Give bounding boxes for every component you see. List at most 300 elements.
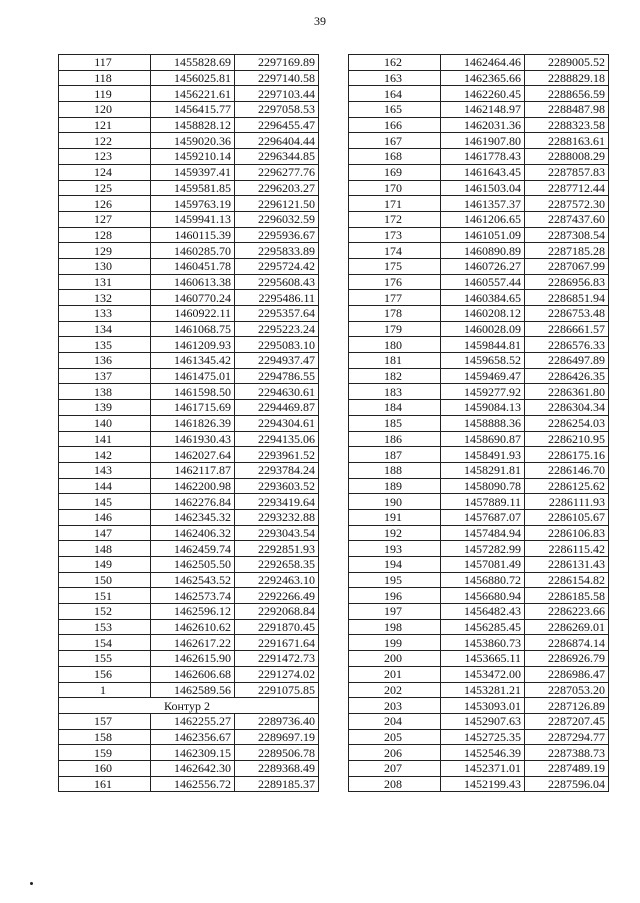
x-coordinate-cell: 1461068.75 xyxy=(151,321,235,337)
x-coordinate-cell: 1461051.09 xyxy=(441,227,525,243)
y-coordinate-cell: 2287857.83 xyxy=(525,164,609,180)
table-row xyxy=(59,572,319,588)
point-number-cell: 157 xyxy=(59,713,151,729)
point-number-cell: 142 xyxy=(59,447,151,463)
point-number-cell: 197 xyxy=(349,604,441,620)
table-row xyxy=(349,682,609,698)
point-number-cell: 184 xyxy=(349,400,441,416)
table-row xyxy=(349,478,609,494)
point-number-cell: 147 xyxy=(59,525,151,541)
table-row xyxy=(349,729,609,745)
y-coordinate-cell: 2286125.62 xyxy=(525,478,609,494)
y-coordinate-cell: 2293043.54 xyxy=(235,525,319,541)
x-coordinate-cell: 1460285.70 xyxy=(151,243,235,259)
point-number-cell: 119 xyxy=(59,86,151,102)
point-number-cell: 205 xyxy=(349,729,441,745)
y-coordinate-cell: 2289736.40 xyxy=(235,713,319,729)
y-coordinate-cell: 2286304.34 xyxy=(525,400,609,416)
table-row xyxy=(59,776,319,792)
x-coordinate-cell: 1462617.22 xyxy=(151,635,235,651)
point-number-cell: 136 xyxy=(59,353,151,369)
x-coordinate-cell: 1453665.11 xyxy=(441,651,525,667)
x-coordinate-cell: 1462117.87 xyxy=(151,462,235,478)
y-coordinate-cell: 2297058.53 xyxy=(235,102,319,118)
x-coordinate-cell: 1457081.49 xyxy=(441,557,525,573)
y-coordinate-cell: 2293784.24 xyxy=(235,462,319,478)
x-coordinate-cell: 1462276.84 xyxy=(151,494,235,510)
x-coordinate-cell: 1458690.87 xyxy=(441,431,525,447)
x-coordinate-cell: 1452371.01 xyxy=(441,760,525,776)
table-row xyxy=(59,70,319,86)
point-number-cell: 175 xyxy=(349,258,441,274)
point-number-cell: 163 xyxy=(349,70,441,86)
table-row xyxy=(59,384,319,400)
x-coordinate-cell: 1459210.14 xyxy=(151,149,235,165)
y-coordinate-cell: 2286753.48 xyxy=(525,306,609,322)
point-number-cell: 204 xyxy=(349,713,441,729)
table-row xyxy=(349,400,609,416)
point-number-cell: 183 xyxy=(349,384,441,400)
x-coordinate-cell: 1460028.09 xyxy=(441,321,525,337)
x-coordinate-cell: 1461907.80 xyxy=(441,133,525,149)
x-coordinate-cell: 1456221.61 xyxy=(151,86,235,102)
point-number-cell: 139 xyxy=(59,400,151,416)
y-coordinate-cell: 2287596.04 xyxy=(525,776,609,792)
table-row xyxy=(349,447,609,463)
section-heading-cell: Контур 2 xyxy=(59,698,319,714)
table-row xyxy=(59,698,319,714)
table-row xyxy=(349,619,609,635)
point-number-cell: 123 xyxy=(59,149,151,165)
point-number-cell: 145 xyxy=(59,494,151,510)
y-coordinate-cell: 2295486.11 xyxy=(235,290,319,306)
x-coordinate-cell: 1462309.15 xyxy=(151,745,235,761)
y-coordinate-cell: 2287308.54 xyxy=(525,227,609,243)
point-number-cell: 153 xyxy=(59,619,151,635)
table-row xyxy=(59,337,319,353)
x-coordinate-cell: 1458291.81 xyxy=(441,462,525,478)
point-number-cell: 173 xyxy=(349,227,441,243)
table-row xyxy=(349,698,609,714)
y-coordinate-cell: 2287437.60 xyxy=(525,211,609,227)
y-coordinate-cell: 2292851.93 xyxy=(235,541,319,557)
y-coordinate-cell: 2295223.24 xyxy=(235,321,319,337)
table-row xyxy=(349,713,609,729)
table-row xyxy=(59,180,319,196)
x-coordinate-cell: 1462464.46 xyxy=(441,55,525,71)
table-row xyxy=(59,745,319,761)
point-number-cell: 124 xyxy=(59,164,151,180)
table-row xyxy=(349,117,609,133)
x-coordinate-cell: 1461206.65 xyxy=(441,211,525,227)
page-number: 39 xyxy=(314,14,326,28)
point-number-cell: 143 xyxy=(59,462,151,478)
x-coordinate-cell: 1456025.81 xyxy=(151,70,235,86)
x-coordinate-cell: 1461715.69 xyxy=(151,400,235,416)
point-number-cell: 158 xyxy=(59,729,151,745)
table-row xyxy=(59,462,319,478)
x-coordinate-cell: 1460726.27 xyxy=(441,258,525,274)
x-coordinate-cell: 1457687.07 xyxy=(441,509,525,525)
table-row xyxy=(349,196,609,212)
table-row xyxy=(59,274,319,290)
y-coordinate-cell: 2286210.95 xyxy=(525,431,609,447)
point-number-cell: 165 xyxy=(349,102,441,118)
table-row xyxy=(59,211,319,227)
y-coordinate-cell: 2286111.93 xyxy=(525,494,609,510)
y-coordinate-cell: 2286115.42 xyxy=(525,541,609,557)
table-row xyxy=(349,258,609,274)
x-coordinate-cell: 1462642.30 xyxy=(151,760,235,776)
x-coordinate-cell: 1461826.39 xyxy=(151,415,235,431)
table-row xyxy=(59,258,319,274)
y-coordinate-cell: 2286106.83 xyxy=(525,525,609,541)
x-coordinate-cell: 1462610.62 xyxy=(151,619,235,635)
y-coordinate-cell: 2286223.66 xyxy=(525,604,609,620)
point-number-cell: 190 xyxy=(349,494,441,510)
table-row xyxy=(349,86,609,102)
table-row xyxy=(59,368,319,384)
x-coordinate-cell: 1460890.89 xyxy=(441,243,525,259)
table-row xyxy=(349,384,609,400)
y-coordinate-cell: 2286269.01 xyxy=(525,619,609,635)
table-row xyxy=(59,651,319,667)
y-coordinate-cell: 2291472.73 xyxy=(235,651,319,667)
x-coordinate-cell: 1462543.52 xyxy=(151,572,235,588)
table-row xyxy=(59,86,319,102)
point-number-cell: 160 xyxy=(59,760,151,776)
x-coordinate-cell: 1459277.92 xyxy=(441,384,525,400)
point-number-cell: 207 xyxy=(349,760,441,776)
table-row xyxy=(349,353,609,369)
y-coordinate-cell: 2293603.52 xyxy=(235,478,319,494)
y-coordinate-cell: 2286497.89 xyxy=(525,353,609,369)
point-number-cell: 149 xyxy=(59,557,151,573)
y-coordinate-cell: 2286175.16 xyxy=(525,447,609,463)
y-coordinate-cell: 2287572.30 xyxy=(525,196,609,212)
table-row xyxy=(349,604,609,620)
table-row xyxy=(349,337,609,353)
y-coordinate-cell: 2286146.70 xyxy=(525,462,609,478)
point-number-cell: 121 xyxy=(59,117,151,133)
x-coordinate-cell: 1457484.94 xyxy=(441,525,525,541)
point-number-cell: 140 xyxy=(59,415,151,431)
point-number-cell: 1 xyxy=(59,682,151,698)
y-coordinate-cell: 2294630.61 xyxy=(235,384,319,400)
x-coordinate-cell: 1452725.35 xyxy=(441,729,525,745)
point-number-cell: 193 xyxy=(349,541,441,557)
x-coordinate-cell: 1456880.72 xyxy=(441,572,525,588)
x-coordinate-cell: 1457282.99 xyxy=(441,541,525,557)
y-coordinate-cell: 2294135.06 xyxy=(235,431,319,447)
y-coordinate-cell: 2287712.44 xyxy=(525,180,609,196)
y-coordinate-cell: 2297169.89 xyxy=(235,55,319,71)
table-row xyxy=(349,290,609,306)
x-coordinate-cell: 1462556.72 xyxy=(151,776,235,792)
table-row xyxy=(59,666,319,682)
x-coordinate-cell: 1461503.04 xyxy=(441,180,525,196)
point-number-cell: 128 xyxy=(59,227,151,243)
y-coordinate-cell: 2286426.35 xyxy=(525,368,609,384)
y-coordinate-cell: 2286851.94 xyxy=(525,290,609,306)
table-row xyxy=(59,447,319,463)
point-number-cell: 201 xyxy=(349,666,441,682)
x-coordinate-cell: 1462200.98 xyxy=(151,478,235,494)
y-coordinate-cell: 2296121.50 xyxy=(235,196,319,212)
point-number-cell: 188 xyxy=(349,462,441,478)
point-number-cell: 127 xyxy=(59,211,151,227)
table-row xyxy=(59,164,319,180)
y-coordinate-cell: 2286576.33 xyxy=(525,337,609,353)
point-number-cell: 180 xyxy=(349,337,441,353)
point-number-cell: 181 xyxy=(349,353,441,369)
x-coordinate-cell: 1462356.67 xyxy=(151,729,235,745)
point-number-cell: 171 xyxy=(349,196,441,212)
x-coordinate-cell: 1462596.12 xyxy=(151,604,235,620)
x-coordinate-cell: 1458491.93 xyxy=(441,447,525,463)
point-number-cell: 164 xyxy=(349,86,441,102)
table-row xyxy=(349,211,609,227)
x-coordinate-cell: 1456482.43 xyxy=(441,604,525,620)
y-coordinate-cell: 2288656.59 xyxy=(525,86,609,102)
point-number-cell: 203 xyxy=(349,698,441,714)
x-coordinate-cell: 1460115.39 xyxy=(151,227,235,243)
x-coordinate-cell: 1456415.77 xyxy=(151,102,235,118)
x-coordinate-cell: 1460613.38 xyxy=(151,274,235,290)
table-row xyxy=(59,760,319,776)
table-row xyxy=(59,431,319,447)
y-coordinate-cell: 2287185.28 xyxy=(525,243,609,259)
x-coordinate-cell: 1452907.63 xyxy=(441,713,525,729)
table-row xyxy=(59,588,319,604)
point-number-cell: 174 xyxy=(349,243,441,259)
point-number-cell: 126 xyxy=(59,196,151,212)
point-number-cell: 208 xyxy=(349,776,441,792)
x-coordinate-cell: 1459581.85 xyxy=(151,180,235,196)
table-row xyxy=(349,509,609,525)
y-coordinate-cell: 2287126.89 xyxy=(525,698,609,714)
y-coordinate-cell: 2296203.27 xyxy=(235,180,319,196)
x-coordinate-cell: 1462505.50 xyxy=(151,557,235,573)
point-number-cell: 176 xyxy=(349,274,441,290)
y-coordinate-cell: 2291274.02 xyxy=(235,666,319,682)
point-number-cell: 194 xyxy=(349,557,441,573)
table-row xyxy=(349,760,609,776)
y-coordinate-cell: 2289005.52 xyxy=(525,55,609,71)
y-coordinate-cell: 2294469.87 xyxy=(235,400,319,416)
point-number-cell: 131 xyxy=(59,274,151,290)
y-coordinate-cell: 2295724.42 xyxy=(235,258,319,274)
x-coordinate-cell: 1456680.94 xyxy=(441,588,525,604)
x-coordinate-cell: 1461475.01 xyxy=(151,368,235,384)
y-coordinate-cell: 2286986.47 xyxy=(525,666,609,682)
x-coordinate-cell: 1460922.11 xyxy=(151,306,235,322)
table-row xyxy=(59,149,319,165)
y-coordinate-cell: 2294786.55 xyxy=(235,368,319,384)
y-coordinate-cell: 2294937.47 xyxy=(235,353,319,369)
x-coordinate-cell: 1460208.12 xyxy=(441,306,525,322)
point-number-cell: 168 xyxy=(349,149,441,165)
point-number-cell: 152 xyxy=(59,604,151,620)
table-row xyxy=(59,306,319,322)
x-coordinate-cell: 1457889.11 xyxy=(441,494,525,510)
table-row xyxy=(59,525,319,541)
point-number-cell: 179 xyxy=(349,321,441,337)
table-row xyxy=(59,619,319,635)
point-number-cell: 178 xyxy=(349,306,441,322)
table-row xyxy=(59,290,319,306)
point-number-cell: 155 xyxy=(59,651,151,667)
table-row xyxy=(59,227,319,243)
y-coordinate-cell: 2295608.43 xyxy=(235,274,319,290)
point-number-cell: 198 xyxy=(349,619,441,635)
point-number-cell: 192 xyxy=(349,525,441,541)
y-coordinate-cell: 2291075.85 xyxy=(235,682,319,698)
table-row xyxy=(59,243,319,259)
y-coordinate-cell: 2289185.37 xyxy=(235,776,319,792)
y-coordinate-cell: 2288008.29 xyxy=(525,149,609,165)
table-row xyxy=(59,478,319,494)
x-coordinate-cell: 1459658.52 xyxy=(441,353,525,369)
table-row xyxy=(349,133,609,149)
y-coordinate-cell: 2287053.20 xyxy=(525,682,609,698)
table-row xyxy=(59,494,319,510)
y-coordinate-cell: 2292266.49 xyxy=(235,588,319,604)
y-coordinate-cell: 2286661.57 xyxy=(525,321,609,337)
x-coordinate-cell: 1460770.24 xyxy=(151,290,235,306)
x-coordinate-cell: 1461778.43 xyxy=(441,149,525,165)
y-coordinate-cell: 2296277.76 xyxy=(235,164,319,180)
y-coordinate-cell: 2286874.14 xyxy=(525,635,609,651)
table-row xyxy=(59,729,319,745)
x-coordinate-cell: 1458888.36 xyxy=(441,415,525,431)
point-number-cell: 172 xyxy=(349,211,441,227)
x-coordinate-cell: 1462459.74 xyxy=(151,541,235,557)
point-number-cell: 141 xyxy=(59,431,151,447)
table-row xyxy=(349,745,609,761)
x-coordinate-cell: 1462406.32 xyxy=(151,525,235,541)
x-coordinate-cell: 1462606.68 xyxy=(151,666,235,682)
table-row xyxy=(349,55,609,71)
table-row xyxy=(349,180,609,196)
table-row xyxy=(349,306,609,322)
table-row xyxy=(59,117,319,133)
y-coordinate-cell: 2293419.64 xyxy=(235,494,319,510)
x-coordinate-cell: 1453093.01 xyxy=(441,698,525,714)
x-coordinate-cell: 1458090.78 xyxy=(441,478,525,494)
y-coordinate-cell: 2295083.10 xyxy=(235,337,319,353)
table-row xyxy=(349,368,609,384)
y-coordinate-cell: 2286185.58 xyxy=(525,588,609,604)
point-number-cell: 146 xyxy=(59,509,151,525)
point-number-cell: 167 xyxy=(349,133,441,149)
point-number-cell: 166 xyxy=(349,117,441,133)
y-coordinate-cell: 2295357.64 xyxy=(235,306,319,322)
y-coordinate-cell: 2286956.83 xyxy=(525,274,609,290)
point-number-cell: 117 xyxy=(59,55,151,71)
table-row xyxy=(59,353,319,369)
x-coordinate-cell: 1462031.36 xyxy=(441,117,525,133)
x-coordinate-cell: 1452546.39 xyxy=(441,745,525,761)
x-coordinate-cell: 1459469.47 xyxy=(441,368,525,384)
table-row xyxy=(349,572,609,588)
point-number-cell: 148 xyxy=(59,541,151,557)
y-coordinate-cell: 2288487.98 xyxy=(525,102,609,118)
coordinates-table-right xyxy=(348,54,609,792)
point-number-cell: 125 xyxy=(59,180,151,196)
x-coordinate-cell: 1458828.12 xyxy=(151,117,235,133)
x-coordinate-cell: 1456285.45 xyxy=(441,619,525,635)
point-number-cell: 150 xyxy=(59,572,151,588)
point-number-cell: 186 xyxy=(349,431,441,447)
point-number-cell: 199 xyxy=(349,635,441,651)
table-row xyxy=(349,525,609,541)
table-row xyxy=(349,651,609,667)
point-number-cell: 200 xyxy=(349,651,441,667)
point-number-cell: 151 xyxy=(59,588,151,604)
x-coordinate-cell: 1461643.45 xyxy=(441,164,525,180)
x-coordinate-cell: 1462345.32 xyxy=(151,509,235,525)
y-coordinate-cell: 2289368.49 xyxy=(235,760,319,776)
y-coordinate-cell: 2286926.79 xyxy=(525,651,609,667)
table-row xyxy=(349,243,609,259)
point-number-cell: 185 xyxy=(349,415,441,431)
point-number-cell: 144 xyxy=(59,478,151,494)
y-coordinate-cell: 2288323.58 xyxy=(525,117,609,133)
table-row xyxy=(349,588,609,604)
y-coordinate-cell: 2291671.64 xyxy=(235,635,319,651)
y-coordinate-cell: 2286361.80 xyxy=(525,384,609,400)
table-row xyxy=(349,70,609,86)
point-number-cell: 191 xyxy=(349,509,441,525)
point-number-cell: 130 xyxy=(59,258,151,274)
point-number-cell: 133 xyxy=(59,306,151,322)
table-row xyxy=(59,102,319,118)
table-row xyxy=(349,227,609,243)
x-coordinate-cell: 1460451.78 xyxy=(151,258,235,274)
table-row xyxy=(349,149,609,165)
point-number-cell: 135 xyxy=(59,337,151,353)
table-row xyxy=(349,494,609,510)
x-coordinate-cell: 1462027.64 xyxy=(151,447,235,463)
point-number-cell: 187 xyxy=(349,447,441,463)
point-number-cell: 159 xyxy=(59,745,151,761)
point-number-cell: 120 xyxy=(59,102,151,118)
table-row xyxy=(59,133,319,149)
point-number-cell: 161 xyxy=(59,776,151,792)
y-coordinate-cell: 2297140.58 xyxy=(235,70,319,86)
x-coordinate-cell: 1455828.69 xyxy=(151,55,235,71)
table-row xyxy=(59,400,319,416)
y-coordinate-cell: 2292068.84 xyxy=(235,604,319,620)
y-coordinate-cell: 2296404.44 xyxy=(235,133,319,149)
point-number-cell: 129 xyxy=(59,243,151,259)
table-row xyxy=(349,541,609,557)
x-coordinate-cell: 1460557.44 xyxy=(441,274,525,290)
point-number-cell: 202 xyxy=(349,682,441,698)
table-row xyxy=(59,55,319,71)
table-row xyxy=(349,635,609,651)
scan-dot xyxy=(30,882,33,885)
point-number-cell: 182 xyxy=(349,368,441,384)
x-coordinate-cell: 1462260.45 xyxy=(441,86,525,102)
table-row xyxy=(349,462,609,478)
table-row xyxy=(59,321,319,337)
y-coordinate-cell: 2288163.61 xyxy=(525,133,609,149)
table-row xyxy=(59,415,319,431)
point-number-cell: 169 xyxy=(349,164,441,180)
y-coordinate-cell: 2296344.85 xyxy=(235,149,319,165)
